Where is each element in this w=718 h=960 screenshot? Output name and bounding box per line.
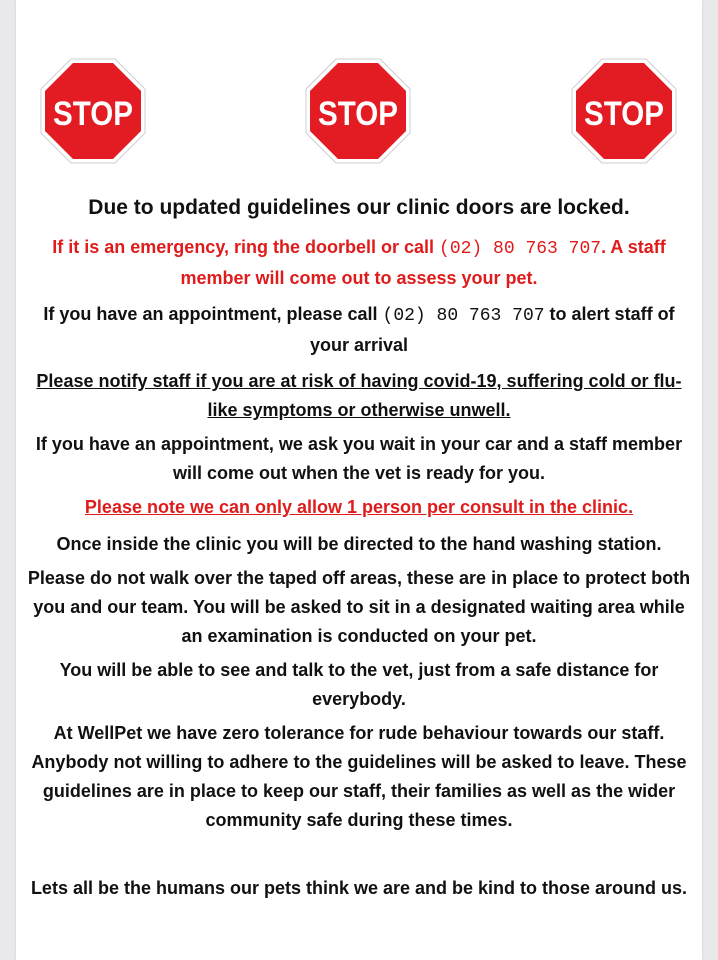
appointment-phone: (02) 80 763 707 [382,306,545,326]
stop-sign-center [305,58,411,164]
appointment-call-notice [26,300,692,360]
emergency-notice [26,233,692,293]
stop-sign-icon [305,58,411,164]
taped-areas-notice: Please do not walk over the taped off areas, these are in place to protect both you and our team. You will be asked to sit in a designated waiting area while an examination is conducted on your pet. [27,568,691,646]
wait-in-car-notice: If you have an appointment, we ask you wait in your car and a staff member will come out when the vet is ready for you. [35,434,683,483]
stop-sign-left [40,58,146,164]
one-person-notice: Please note we can only allow 1 person per consult in the clinic. [84,497,634,517]
stop-sign-label: STOP [584,95,664,133]
closing-message: Lets all be the humans our pets think we are and be kind to those around us. [30,878,688,898]
zero-tolerance-notice: At WellPet we have zero tolerance for rude behaviour towards our staff. Anybody not willing to adhere to the guidelines will be asked to leave. These guidelines are in place to keep our staff, their families as well as the wider community safe during these times. [31,723,687,830]
notice-page [16,0,702,960]
emergency-text-before: If it is an emergency, ring the doorbell or call [52,237,440,257]
stop-sign-icon [571,58,677,164]
appointment-text-before: If you have an appointment, please call [43,304,383,324]
see-vet-notice: You will be able to see and talk to the vet, just from a safe distance for everybody. [59,660,659,709]
hand-washing-notice: Once inside the clinic you will be directed to the hand washing station. [56,534,662,554]
headline: Due to updated guidelines our clinic doors are locked. [88,196,630,219]
stop-sign-right [571,58,677,164]
stop-sign-icon [40,58,146,164]
emergency-text-after: . A staff member will come out to assess your pet. [180,237,666,288]
covid-notice: Please notify staff if you are at risk of having covid-19, suffering cold or flu-like symptoms or otherwise unwell. [36,371,682,420]
stop-sign-label: STOP [318,95,398,133]
emergency-phone: (02) 80 763 707 [439,239,602,259]
stop-sign-label: STOP [53,95,133,133]
appointment-text-after: to alert staff of your arrival [309,304,675,355]
